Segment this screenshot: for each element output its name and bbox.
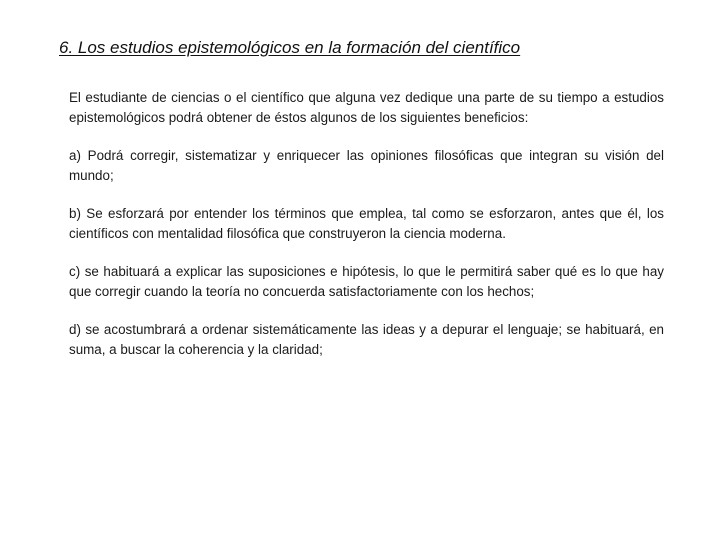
benefit-item-c [69,262,664,302]
intro-paragraph: El estudiante de ciencias o el científico que alguna vez dedique una parte de su tiempo a estudios epistemológicos podrá obtener de éstos algunos de los siguientes beneficios: [69,90,664,125]
slide-body [69,88,664,378]
benefit-item-b [69,204,664,244]
benefit-text: Se esforzará por entender los términos que emplea, tal como se esforzaron, antes que él, los científicos con mentalidad filosófica que construyeron la ciencia moderna. [69,206,664,241]
benefit-label: d) [69,322,81,337]
benefit-item-d [69,320,664,360]
benefit-item-a [69,146,664,186]
benefit-label: c) [69,264,81,279]
benefit-text: se habituará a explicar las suposiciones e hipótesis, lo que le permitirá saber qué es lo que hay que corregir cuando la teoría no concuerda satisfactoriamente con los hechos; [69,264,664,299]
benefit-text: se acostumbrará a ordenar sistemáticamente las ideas y a depurar el lenguaje; se habituará, en suma, a buscar la coherencia y la claridad; [69,322,664,357]
benefit-label: b) [69,206,81,221]
benefit-label: a) [69,148,81,163]
benefit-text: Podrá corregir, sistematizar y enriquecer las opiniones filosóficas que integran su visión del mundo; [69,148,664,183]
slide-title: 6. Los estudios epistemológicos en la formación del científico [59,38,521,57]
